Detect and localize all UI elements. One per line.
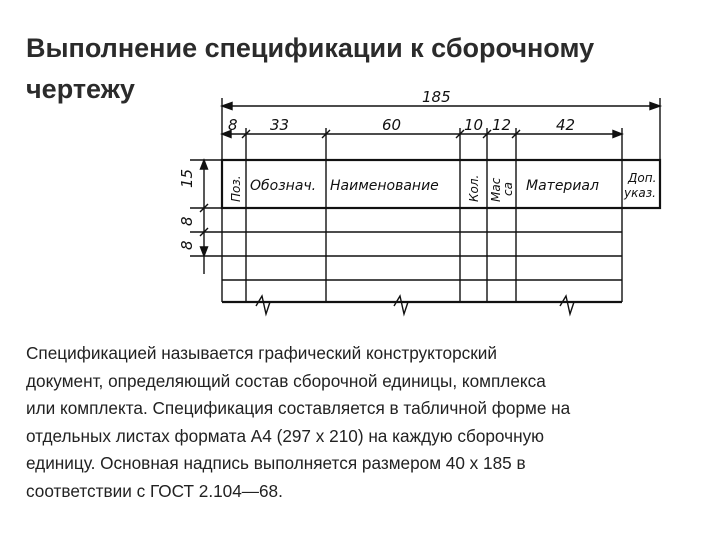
- dim-label-row-15: 15: [178, 168, 196, 188]
- slide-title-line-1: Выполнение спецификации к сборочному: [26, 33, 595, 63]
- header-mas-line-1: Мас: [489, 177, 503, 202]
- dim-label-60: 60: [382, 116, 402, 134]
- break-mark-1: [256, 296, 270, 314]
- header-oboznach: Обознач.: [250, 178, 317, 194]
- body-line-1: Спецификацией называется графический конструкторский: [26, 343, 497, 363]
- body-paragraph: [26, 340, 706, 506]
- header-kol: Кол.: [467, 174, 481, 202]
- dim-label-row-8a: 8: [178, 216, 196, 226]
- dim-label-42: 42: [556, 116, 576, 134]
- dim-arrow-rows-top: [201, 160, 208, 169]
- slide-title-line-2: чертежу: [26, 74, 135, 104]
- header-material: Материал: [526, 178, 599, 194]
- break-mark-2: [394, 296, 408, 314]
- header-mas-line-2: са: [501, 182, 515, 196]
- dim-arrow-columns-right: [613, 131, 622, 138]
- header-naimenovanie: Наименование: [330, 178, 439, 194]
- body-line-4: отдельных листах формата А4 (297 x 210) на каждую сборочную: [26, 425, 545, 446]
- header-poz: Поз.: [229, 175, 243, 202]
- body-line-5: единицу. Основная надпись выполняется размером 40 x 185 в: [26, 453, 526, 474]
- break-mark-3: [560, 296, 574, 314]
- dim-label-33: 33: [270, 116, 290, 134]
- dim-arrow-rows-bottom: [201, 247, 208, 256]
- dim-label-row-8b: 8: [178, 240, 196, 250]
- dim-label-12: 12: [492, 116, 512, 134]
- specification-table-drawing: [160, 84, 680, 334]
- body-line-3: или комплекта. Спецификация составляется в табличной форме на: [26, 398, 571, 419]
- header-dop-line-2: указ.: [624, 186, 656, 200]
- dim-arrow-overall-right: [650, 103, 660, 110]
- dim-arrow-overall-left: [222, 103, 232, 110]
- body-line-2: документ, определяющий состав сборочной единицы, комплекса: [26, 370, 546, 391]
- body-line-6: соответствии с ГОСТ 2.104—68.: [26, 480, 283, 501]
- header-dop-line-1: Доп.: [628, 171, 657, 185]
- dim-label-10: 10: [464, 116, 484, 134]
- dim-label-185: 185: [422, 88, 451, 106]
- dim-label-8: 8: [228, 116, 238, 134]
